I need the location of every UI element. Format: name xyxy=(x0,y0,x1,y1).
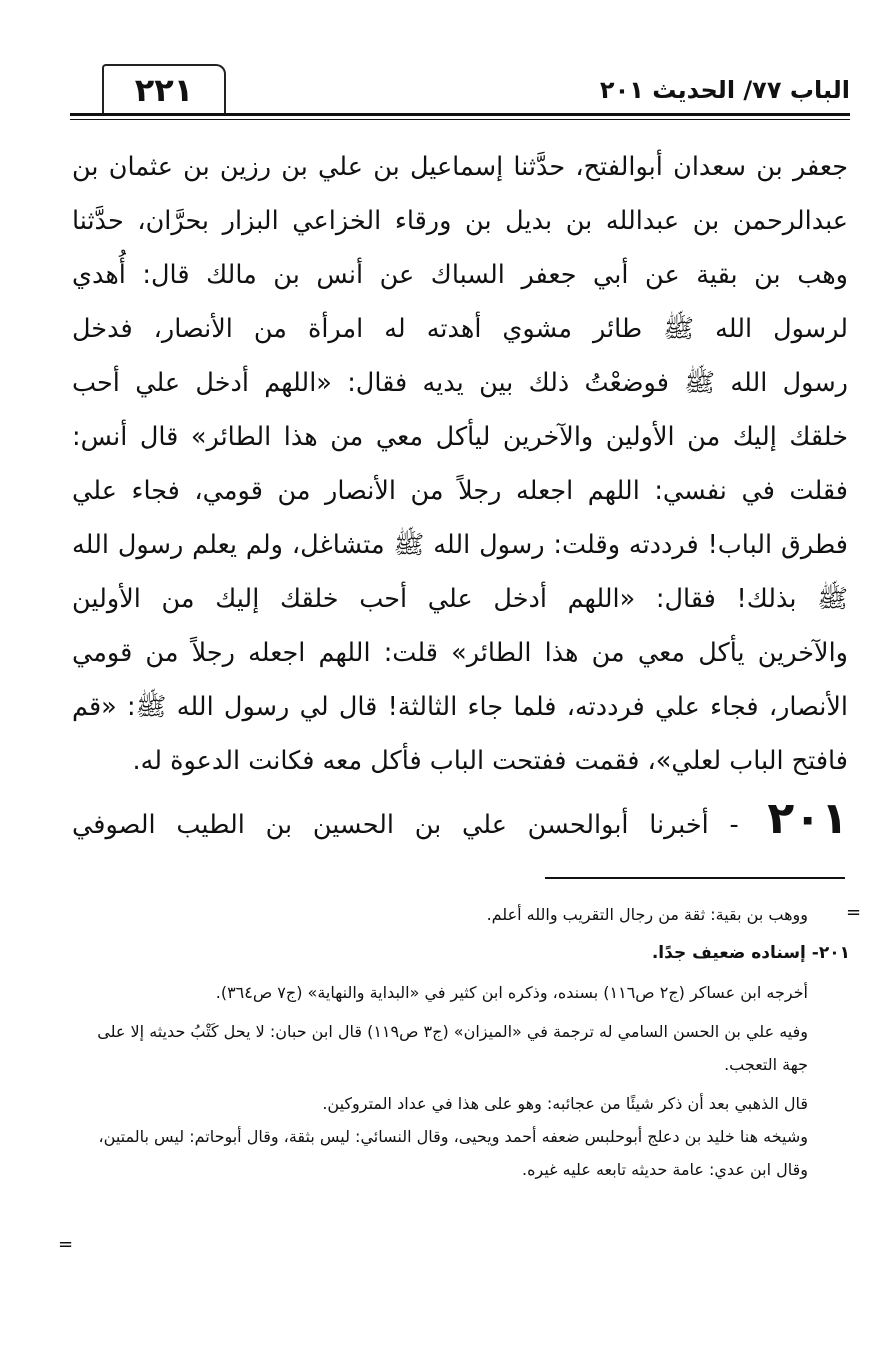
footnote: وفيه علي بن الحسن السامي له ترجمة في «الميزان» (ج٣ ص١١٩) قال ابن حبان: لا يحل كَتْبُ حديثه إلا على جهة التعجب. xyxy=(97,1022,808,1074)
main-text xyxy=(72,140,848,852)
footnote-title: ٢٠١- إسناده ضعيف جدًا. xyxy=(651,943,850,963)
text-line: الأنصار، فجاء علي فرددته، فلما جاء الثالثة! قال لي رسول الله ﷺ: «قم xyxy=(72,692,848,722)
footnote: قال الذهبي بعد أن ذكر شيئًا من عجائبه: وهو على هذا في عداد المتروكين. xyxy=(322,1094,808,1113)
page-number: ٢٢١ xyxy=(102,64,226,114)
footnote: أخرجه ابن عساكر (ج٢ ص١١٦) بسنده، وذكره ابن كثير في «البداية والنهاية» (ج٧ ص٣٦٤). xyxy=(215,983,808,1002)
chapter-title: الباب ٧٧/ الحديث ٢٠١ xyxy=(599,76,850,104)
header-rule-thick xyxy=(70,113,850,116)
page-header xyxy=(70,58,850,128)
text-line: رسول الله ﷺ فوضعْتُ ذلك بين يديه فقال: «اللهم أدخل علي أحب xyxy=(72,368,848,398)
text-line: فقلت في نفسي: اللهم اجعله رجلاً من الأنصار من قومي، فجاء علي xyxy=(72,476,848,506)
text-line: جعفر بن سعدان أبوالفتح، حدَّثنا إسماعيل بن علي بن رزين بن عثمان بن xyxy=(72,152,848,182)
hadith-number: ٢٠١ xyxy=(767,793,848,844)
text-line: والآخرين يأكل معي من هذا الطائر» قلت: اللهم اجعله رجلاً من قومي xyxy=(72,638,848,668)
footnotes xyxy=(70,898,850,1186)
continuation-mark-top: = xyxy=(846,902,862,923)
footnote-separator xyxy=(545,877,845,879)
text-line: وهب بن بقية عن أبي جعفر السباك عن أنس بن مالك قال: أُهدي xyxy=(72,260,848,290)
text-line: ﷺ بذلك! فقال: «اللهم أدخل علي أحب خلقك إليك من الأولين xyxy=(72,584,848,614)
hadith-heading xyxy=(72,792,848,852)
footnote: وشيخه هنا خليد بن دعلج أبوحلبس ضعفه أحمد ويحيى، وقال النسائي: ليس بثقة، وقال أبوحاتم: ليس بالمتين، وقال ابن عدي: عامة حديثه تابعه عليه غيره. xyxy=(98,1127,808,1179)
continuation-mark-bottom: = xyxy=(58,1234,74,1255)
text-line: خلقك إليك من الأولين والآخرين ليأكل معي من هذا الطائر» قال أنس: xyxy=(72,422,848,452)
hadith-start-text: - أخبرنا أبوالحسن علي بن الحسين بن الطيب الصوفي xyxy=(72,810,739,840)
footnote: ووهب بن بقية: ثقة من رجال التقريب والله أعلم. xyxy=(486,905,808,924)
text-line: فطرق الباب! فرددته وقلت: رسول الله ﷺ متشاغل، ولم يعلم رسول الله xyxy=(72,530,848,560)
text-line: لرسول الله ﷺ طائر مشوي أهدته له امرأة من الأنصار، فدخل xyxy=(72,314,848,344)
text-line: عبدالرحمن بن عبدالله بن بديل بن ورقاء الخزاعي البزار بحرَّان، حدَّثنا xyxy=(72,206,848,236)
header-rule-thin xyxy=(70,119,850,120)
text-line: فافتح الباب لعلي»، فقمت ففتحت الباب فأكل معه فكانت الدعوة له. xyxy=(132,746,848,776)
